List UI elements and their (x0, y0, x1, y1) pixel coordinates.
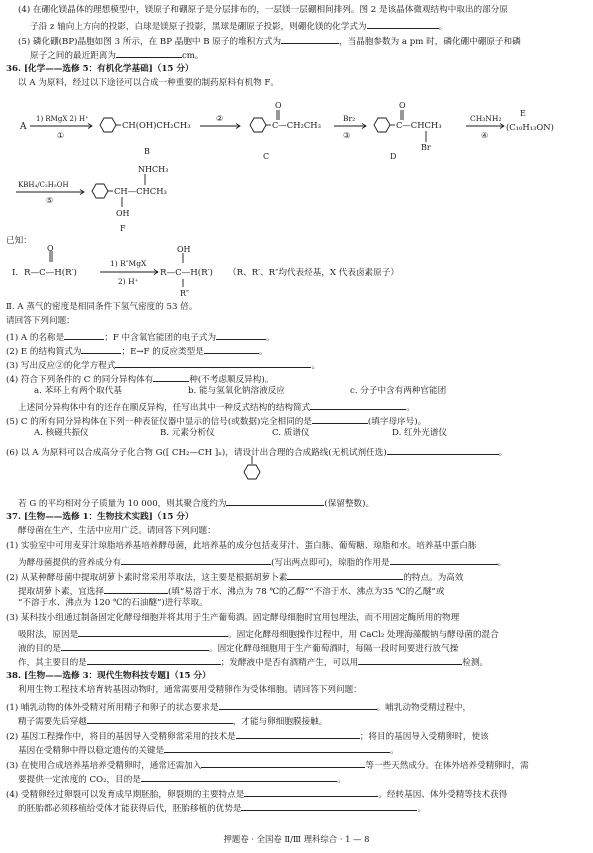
answer-blank[interactable] (281, 34, 339, 44)
q36-part6: (6) 以 A 为原料可以合成高分子化合物 G([ CH₂—CH ]ₙ)，请设计出合理的合成路线(无机试剂任选) 。 (6, 445, 507, 459)
step-5: ⑤ (46, 196, 54, 205)
q37-part2-line2: 提取胡萝卜素，宜选择 (填“易溶于水、沸点为 78 ℃的乙醇”“不溶于水、沸点为35 ℃的乙醚”或 (18, 584, 444, 598)
q36-part5-option-c: C. 质谱仪 (272, 428, 310, 438)
step-3: ③ (343, 131, 351, 140)
q36-part1: (1) A 的名称是 ；F 中含氧官能团的电子式为 。 (6, 330, 275, 344)
step-2: ② (216, 114, 224, 123)
answer-blank[interactable] (116, 48, 182, 58)
label-C: C (263, 152, 270, 161)
compound-F-hydroxyl: OH (116, 209, 130, 218)
answer-blank[interactable] (81, 344, 121, 354)
compound-C-oxygen: O (275, 101, 282, 110)
compound-D-oxygen: O (399, 101, 406, 110)
q36-part5-option-d: D. 红外光谱仪 (392, 428, 448, 438)
answer-blank[interactable] (387, 445, 499, 455)
q36-intro: 以 A 为原料，经过以下途径可以合成一种重要的制药原料有机物 F。 (18, 78, 279, 88)
known-label: 已知： (6, 236, 32, 246)
rule1-hydroxyl: OH (177, 245, 191, 254)
answer-blank[interactable] (367, 19, 439, 29)
label-B: B (144, 147, 150, 156)
q38-part3-line2: 要提供一定浓度的 CO₂，目的是 。 (18, 772, 346, 786)
q38-part2-line1: (2) 基因工程操作中，将目的基因导入受精卵常采用的技术是 ；将目的基因导入受精卵时，使该 (6, 729, 489, 743)
answer-blank[interactable] (115, 358, 311, 368)
q35-part4-line2: 子沿 z 轴向上方向的投影，白球是镁原子投影，黑球是硼原子投影，则硼化镁的化学式为 。 (30, 19, 447, 33)
q38-intro: 利用生物工程技术培育转基因动物时，通常需要用受精卵作为受体细胞。请回答下列问题： (18, 685, 362, 695)
q37-part3-line2: 吸附法，原因是 。固定化酵母细胞操作过程中，用 CaCl₂ 处理海藻酸钠与酵母菌的混合 (18, 627, 499, 641)
q38-part2-line2: 基因在受精卵中得以稳定遗传的关键是 。 (18, 743, 399, 757)
answer-blank[interactable] (312, 414, 368, 424)
q38-part4-line1: (4) 受精卵经过卵裂可以发育成早期胚胎，卵裂期的主要特点是 。经转基因、体外受精等技术获得 (6, 787, 507, 801)
answer-blank[interactable] (358, 655, 462, 665)
q36-part2: (2) E 的结构简式为 ；E→F 的反应类型是 。 (6, 344, 267, 358)
answer-blank[interactable] (219, 700, 377, 710)
compound-F-amine: NHCH₃ (138, 165, 169, 174)
compound-A: A (20, 122, 27, 132)
label-F: F (120, 224, 126, 233)
answer-blank[interactable] (141, 772, 337, 782)
answer-blank[interactable] (104, 584, 168, 594)
q37-part1-line2: 为酵母菌提供的营养成分有 (写出两点即可)，琼脂的作用是 。 (18, 555, 506, 569)
answer-blank[interactable] (164, 743, 390, 753)
compound-B-formula: CH(OH)CH₂CH₃ (122, 120, 191, 130)
q37-part2-line1: (2) 从某种酵母菌中提取胡萝卜素时常采用萃取法，这主要是根据胡萝卜素 的特点。为高效 (6, 570, 463, 584)
answer-blank[interactable] (236, 729, 360, 739)
known-rule-1 (0, 244, 593, 300)
q36-part4-option-b: b. 能与氢氧化钠溶液反应 (188, 386, 285, 396)
polymer-formula: [ CH₂—CH ]ₙ (165, 448, 222, 458)
q36-part3: (3) 写出反应②的化学方程式 。 (6, 358, 320, 372)
q35-part5-line1: (5) 磷化硼(BP)晶胞如图 3 所示，在 BP 晶胞中 B 原子的堆积方式为 ，当晶胞参数为 a pm 时，磷化硼中硼原子和磷 (18, 34, 521, 48)
q38-part1-line2: 精子需要先后穿越 ，才能与卵细胞膜接触。 (18, 714, 327, 728)
q37-part3-line1: (3) 某科技小组通过制备固定化酵母细胞并将其用于生产葡萄酒。固定酵母细胞时宜用包埋法，而不用固定酶所用的物理 (6, 613, 460, 623)
q36-ask: 请回答下列问题： (6, 316, 75, 326)
rule1-label: Ⅰ. (12, 268, 19, 278)
q36-part6-degree: 若 G 的平均相对分子质量为 10 000，则其聚合度约为 (保留整数)。 (18, 496, 374, 510)
compound-E-formula: (C₁₀H₁₃ON) (506, 122, 554, 132)
compound-D-formula: C—CHCH₃ (396, 120, 442, 130)
answer-blank[interactable] (310, 400, 406, 410)
rule1-note: （R、R′、R″均代表烃基，X 代表卤素原子） (228, 268, 399, 278)
answer-blank[interactable] (64, 330, 104, 340)
q36-part5-option-a: A. 核磁共振仪 (34, 428, 89, 438)
q37-header: 37. [生物——选修 1：生物技术实践]（15 分） (6, 512, 194, 522)
compound-C-formula: C—CH₂CH₃ (272, 120, 321, 130)
compound-E-label: E (520, 109, 526, 118)
rule1-rpp: R″ (180, 289, 190, 298)
q37-part3-line3: 液的目的是 。固定化酵母细胞用于生产葡萄酒时，每隔一段时间要进行放气操 (18, 641, 458, 655)
q36-part5: (5) C 的所有同分异构体在下列一种表征仪器中显示的信号(或数据)完全相同的是 (填字母序号)。 (6, 414, 426, 428)
q38-header: 38. [生物——选修 3：现代生物科技专题]（15 分） (6, 671, 211, 681)
label-D: D (390, 152, 397, 161)
answer-blank[interactable] (121, 555, 271, 565)
q36-part4-option-a: a. 苯环上有两个取代基 (34, 386, 122, 396)
q36-header: 36. [化学——选修 5：有机化学基础]（15 分） (6, 64, 194, 74)
compound-D-bromine: Br (421, 143, 431, 152)
q37-part1-line1: (1) 实验室中可用麦芽汁琼脂培养基培养酵母菌，此培养基的成分包括麦芽汁、蛋白胨、葡萄糖、琼脂和水。培养基中蛋白胨 (6, 541, 477, 551)
answer-blank[interactable] (244, 787, 378, 797)
known-rule-2: Ⅱ. A 蒸气的密度是相同条件下氢气密度的 53 倍。 (6, 302, 198, 312)
reagent-4: CH₃NH₂ (470, 114, 502, 123)
polymer-benzene (232, 455, 272, 485)
answer-blank[interactable] (204, 344, 259, 354)
q36-part4: (4) 符合下列条件的 C 的同分异构体有 种(不考虑顺反异构)。 (6, 372, 273, 386)
q36-part4-option-c: c. 分子中含有两种官能团 (350, 386, 447, 396)
answer-blank[interactable] (241, 801, 417, 811)
reaction-scheme (0, 88, 593, 238)
rule1-product: R—C—H(R′) (160, 268, 213, 278)
answer-blank[interactable] (87, 714, 233, 724)
q37-intro: 酵母菌在生产、生活中应用广泛。请回答下列问题： (18, 526, 216, 536)
q35-part5-line2: 原子之间的最近距离为 cm。 (30, 48, 204, 62)
rule1-oxygen: O (47, 244, 54, 253)
answer-blank[interactable] (201, 758, 365, 768)
answer-blank[interactable] (61, 641, 209, 651)
reagent-5: KBH₄/C₂H₅OH (18, 181, 69, 189)
reagent-1: 1) RMgX 2) H⁺ (36, 115, 89, 123)
q38-part1-line1: (1) 哺乳动物的体外受精对所用精子和卵子的状态要求是 。哺乳动物受精过程中， (6, 700, 471, 714)
q36-part5-option-b: B. 元素分析仪 (160, 428, 215, 438)
answer-blank[interactable] (87, 655, 221, 665)
answer-blank[interactable] (78, 627, 228, 637)
step-1: ① (57, 131, 65, 140)
answer-blank[interactable] (390, 555, 498, 565)
reagent-3: Br₂ (343, 114, 356, 123)
q36-part4-trans: 上述同分异构体中有的还存在顺反异构，任写出其中一种反式结构的结构简式 。 (18, 400, 415, 414)
q37-part2-line3: “不溶于水、沸点为 120 ℃的石油醚”)进行萃取。 (18, 598, 208, 608)
q37-part3-line4: 作，其主要目的是 ；发酵液中是否有酒精产生，可以用 检测。 (18, 655, 488, 669)
q38-part4-line2: 的胚胎都必须移植给受体才能获得后代，胚胎移植的优势是 。 (18, 801, 426, 815)
page-footer: 押题卷 · 全国卷 Ⅱ/Ⅲ 理科综合 · 1 — 8 (223, 834, 370, 844)
q38-part3-line1: (3) 在使用合成培养基培养受精卵时，通常还需加入 等一些天然成分。在体外培养受精卵时，需 (6, 758, 529, 772)
step-4: ④ (481, 131, 489, 140)
rule1-condition-2: 2) H⁺ (118, 277, 139, 286)
answer-blank[interactable] (226, 496, 324, 506)
answer-blank[interactable] (287, 570, 403, 580)
answer-blank[interactable] (216, 330, 266, 340)
rule1-reactant: R—C—H(R′) (24, 268, 77, 278)
rule1-condition-1: 1) R″MgX (110, 259, 147, 268)
answer-blank[interactable] (153, 372, 189, 382)
compound-F-formula: CH—CHCH₃ (114, 186, 167, 196)
q35-part4-line1: (4) 在硼化镁晶体的理想模型中，镁原子和硼原子是分层排布的，一层镁一层硼相间排列。图 2 是该晶体微观结构中取出的部分原 (18, 5, 508, 15)
